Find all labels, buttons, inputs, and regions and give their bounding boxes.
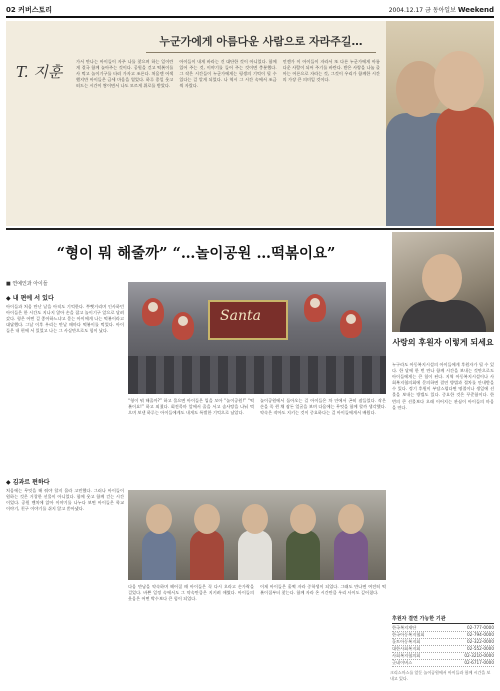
agency-row — [392, 625, 494, 632]
banner-columns — [76, 59, 380, 219]
agency-phone: 02-322-0000 — [467, 639, 494, 644]
agency-row — [392, 653, 494, 660]
banner-column: 가서 만나는 아이들이 자주 나를 찾으며 하는 일이란 게 결국 함께 놀아주는 것이다. 공원을 걷고 떡볶이를 사 먹고 놀이기구를 타러 가자고 조른다. 처음엔 어색했지만 아이들은 금세 마음을 열었다. 하루 종일 웃고 떠드는 시간이 쌓이면서 나도 모르게 위로를 받았다. — [76, 59, 174, 89]
agency-table — [392, 615, 494, 667]
photo-sign: Santa — [220, 308, 261, 324]
amusement-park-photo — [128, 282, 386, 394]
article-text: “형이 뭐 해줄까?” 하고 물으면 아이들은 입을 모아 “놀이공원!” “떡볶이요!” 하고 외쳤다. 회전목마 앞에서 줄을 서고 솜사탕을 나눠 먹으며 보낸 하루는 아이들에게도 내게도 특별한 기억으로 남았다. — [128, 398, 254, 416]
banner-column: 언젠가 이 아이들이 자라서 또 다른 누군가에게 아름다운 사람이 되어 주기를 바란다. 받은 사랑을 나눌 줄 아는 어른으로 자라는 것, 그것이 우리가 함께한 시간의 가장 큰 의미일 것이다. — [282, 59, 380, 83]
article-column-a — [6, 290, 124, 685]
agency-row — [392, 646, 494, 653]
agency-phone: 02-3210-0000 — [464, 653, 494, 658]
paper-name: 동아일보 — [432, 7, 456, 14]
sidebar-title: 사랑의 후원자 이렇게 되세요 — [392, 337, 494, 347]
page-header — [6, 4, 494, 18]
article-text: 놀이공원에서 돌아오는 길 아이들은 차 안에서 곤히 잠들었다. 작은 손을 꼭 쥔 채 잠든 얼굴을 보며 다음에는 무엇을 함께 할까 생각했다. 약속은 작아도 지키는 것이 중요하다는 걸 아이들에게서 배웠다. — [260, 398, 386, 416]
agency-row — [392, 660, 494, 667]
section-name: Weekend — [457, 6, 494, 14]
subhead: ◆ 내 편에 서 있다 — [6, 295, 54, 302]
agency-name: 한국복지재단 — [392, 625, 417, 630]
children-photo — [128, 490, 386, 580]
photo-caption: 크리스마스를 앞둔 놀이공원에서 아이들과 함께 시간을 보내고 있다. — [390, 670, 491, 681]
agency-name: 대한사회복지회 — [392, 646, 421, 651]
headline-block — [6, 232, 386, 276]
sidebar-text: 누구라도 아동복지시설의 아이들에게 후원자가 될 수 있다. 한 달에 한 번 만나 함께 시간을 보내는 것만으로도 아이들에게는 큰 힘이 된다. 지역 아동복지시설이나 사회복지협의회에 문의하면 결연 방법과 절차를 안내받을 수 있다. 정기 후원이 부담스럽다면 명절이나 생일에 선물을 보내는 방법도 있다. 중요한 것은 꾸준함이다. 한 번의 큰 선물보다 오래 이어지는 관심이 아이들의 마음을 연다. — [392, 362, 494, 410]
article-text: 처음에는 무엇을 해 줘야 할지 몰라 고민했다. 그러나 아이들이 원하는 것은 거창한 선물이 아니었다. 함께 웃고 함께 걷는 시간이었다. 공원 벤치에 앉아 이야기를 나누다 보면 아이들은 학교 이야기, 친구 이야기를 쉬지 않고 쏟아냈다. — [6, 488, 124, 512]
subhead: ◆ 김과르 편하다 — [6, 479, 50, 486]
agency-name: 한국아동복지협회 — [392, 632, 425, 637]
agency-phone: 02-6717-0000 — [464, 660, 494, 665]
agency-table-title: 후원자 결연 가능한 기관 — [392, 615, 494, 624]
agency-row — [392, 632, 494, 639]
main-headline: “형이 뭐 해줄까” “…놀이공원 …떡볶이요” — [56, 245, 336, 262]
agency-name: 굿네이버스 — [392, 660, 413, 665]
signature: T. 지훈 — [16, 63, 63, 81]
banner-column: 아이들이 내게 바라는 건 대단한 것이 아니었다. 함께 있어 주는 것, 이야기를 들어 주는 것이면 충분했다. 그 작은 시간들이 누군가에게는 평생의 기억이 될 수 있다는 걸 알게 되었다. 나 역시 그 시간 속에서 조금씩 자랐다. — [179, 59, 277, 89]
agency-phone: 02-777-0000 — [467, 625, 494, 630]
feature-banner — [6, 21, 494, 226]
agency-name: 홀트아동복지회 — [392, 639, 421, 644]
agency-row — [392, 639, 494, 646]
sidebar-portrait — [392, 232, 494, 332]
article-text: 다음 만남을 약속하며 헤어질 때 아이들은 꼭 다시 오라고 손가락을 걸었다. 바쁜 일정 속에서도 그 약속만큼은 지키려 애썼다. 아이들의 웃음은 어떤 박수보다 큰 힘이 되었다. — [128, 584, 254, 602]
agency-name: 사회복지협의회 — [392, 653, 421, 658]
article-text: 이제 아이들은 훌쩍 자라 중학생이 되었다. 그래도 만나면 여전히 떡볶이집부터 찾는다. 함께 자라 온 시간만큼 우리 사이도 깊어졌다. — [260, 584, 386, 596]
date-text: 2004.12.17 금 — [388, 7, 431, 14]
agency-phone: 02-794-0000 — [467, 632, 494, 637]
article-text: 아이들과 처음 만난 날을 아직도 기억한다. 쭈뼛거리며 인사하던 아이들은 한 시간도 지나지 않아 손을 잡고 놀이기구 앞으로 달려갔다. 형은 어떤 걸 좋아하느냐고 묻는 아이에게 나는 떡볶이라고 대답했다. 그날 이후 우리는 만날 때마다 떡볶이를 먹었다. 아이들은 내 편에 서 있었고 나는 그 사실만으로도 힘이 났다. — [6, 304, 124, 334]
columnist-badge — [16, 61, 72, 109]
section-divider — [6, 228, 494, 230]
banner-title: 누군가에게 아름다운 사람으로 자라주길… — [146, 31, 376, 53]
agency-phone: 02-552-0000 — [467, 646, 494, 651]
issue-date — [389, 5, 494, 14]
page-label: 02 커버스토리 — [6, 6, 52, 14]
banner-photo-children — [386, 21, 494, 226]
byline: ■ 연예인과 아이들 — [6, 281, 48, 287]
